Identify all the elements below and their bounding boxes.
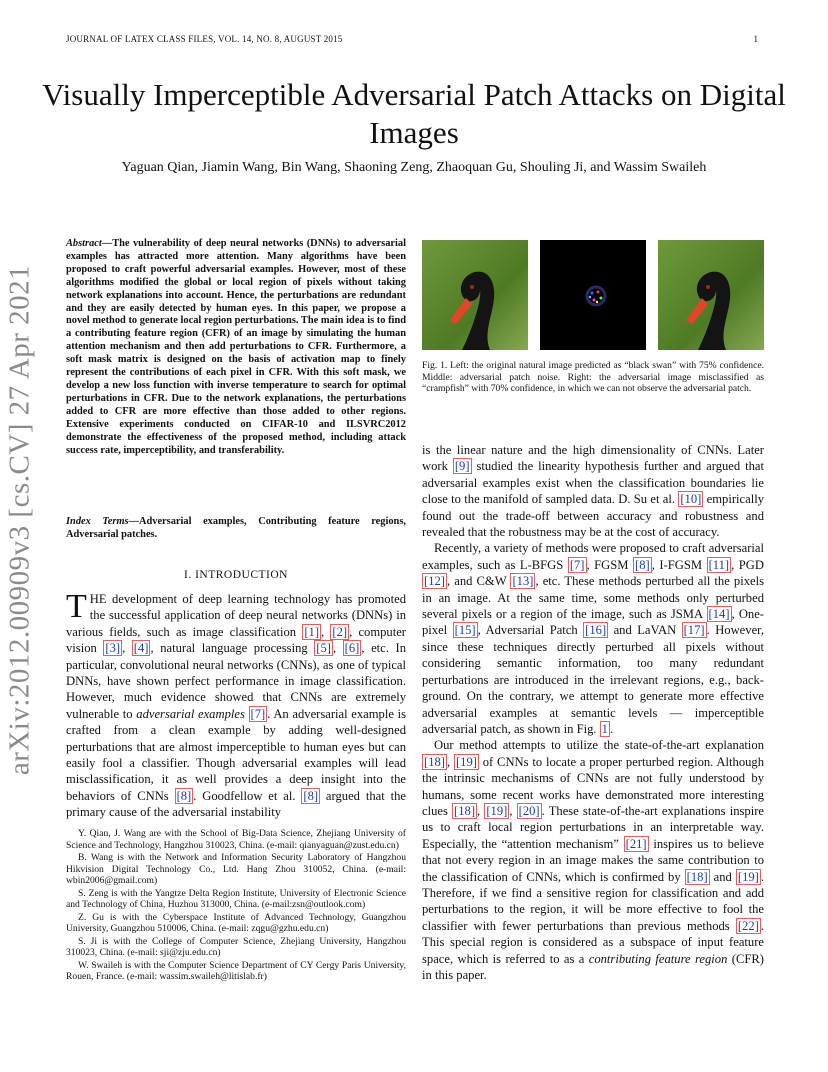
citation-link[interactable]: [5] — [316, 641, 331, 656]
running-head: JOURNAL OF LATEX CLASS FILES, VOL. 14, NO. 8, AUGUST 2015 — [66, 34, 343, 44]
citation-link[interactable]: [3] — [105, 641, 121, 656]
figure-panel-original-image — [422, 240, 528, 350]
footnote: S. Zeng is with the Yangtze Delta Region Institute, University of Electronic Science and Technology of China, Huzhou 313000, China. (e-mail:zsn@outlook.com) — [66, 887, 406, 910]
body-paragraph: Recently, a variety of methods were proposed to craft adversarial examples, such as L-BFGS [7] , FGSM [8] , I-FGSM [11] , PGD [12] , and C&W [13] , etc. These methods perturbed all the pixels in an image. At the same time, some methods only perturbed several pixels or a region of the image, such as JSMA [14] , One-pixel [15] , Adversarial Patch [16] and LaVAN [17] . However, since these techniques directly perturbed all pixels without considering semantic information, too many redundant perturbations are introduced in the irrelevant regions, e.g., back-ground. On the contrary, we attempt to generate more effective adversarial examples at semantic levels — imperceptible adversarial patch, as shown in Fig. 1 . — [422, 541, 764, 736]
citation-link[interactable]: [17] — [683, 623, 705, 638]
citation-link[interactable]: [11] — [708, 557, 730, 572]
citation-link[interactable]: [8] — [635, 557, 650, 572]
footnote: Z. Gu is with the Cyberspace Institute of Advanced Technology, Guangzhou University, Guangzhou 510006, China. (e-mail: zqgu@gzhu.edu.cn) — [66, 911, 406, 934]
citation-link[interactable]: [15] — [454, 623, 476, 638]
body-paragraph: is the linear nature and the high dimensionality of CNNs. Later work [9] studied the linearity hypothesis further and argued that adversarial examples exist when the classification boundaries lie close to the manifold of sampled data. D. Su et al. [10] empirically found out the trade-off between accuracy and robustness and revealed that the robustness may be at the cost of accuracy. — [422, 443, 764, 540]
citation-link[interactable]: [18] — [454, 803, 476, 818]
black-swan-image — [422, 240, 528, 350]
citation-link[interactable]: [19] — [455, 754, 477, 769]
figure-1-caption: Fig. 1. Left: the original natural image predicted as “black swan” with 75% confidence. Middle: adversarial patch noise. Right: the adversarial image misclassified as “crampfish” with 70% confidence, in which we can not observe the adversarial patch. — [422, 360, 764, 394]
abstract-label: Abstract — [66, 238, 102, 249]
citation-link[interactable]: [12] — [424, 574, 445, 589]
citation-link[interactable]: [10] — [680, 492, 702, 507]
intro-paragraph: THE development of deep learning technology has promoted the successful application of deep neural networks (DNNs) in various fields, such as image classification [1] , [2] , computer vision [3] , [4] , natural language processing [5] , [6] , etc. In particular, convolutional neural networks (CNNs), as one of typical DNNs, have shown perfect performance in image classification. However, much evidence showed that CNNs are extremely vulnerable to adversarial examples [7] . An adversarial example is crafted from a clean example by adding well-designed perturbations that are almost imperceptible to human eyes but can easily fool a classifier. Though adversarial examples will lead misclassification, it as well provides a deep insight into the behaviors of CNNs [8] . Goodfellow et al. [8] argued that the primary cause of the adversarial instability — [66, 588, 407, 820]
body-paragraph: Our method attempts to utilize the state-of-the-art explanation [18] , [19] of CNNs to locate a proper perturbed region. Although the intrinsic mechanisms of CNNs are not fully understood by humans, some recent works have demonstrated more interesting clues [18] , [19] , [20] . These state-of-the-art explanations inspire us to craft local region perturbations in an interpretable way. Especially, the “attention mechanism” [21] inspires us to believe that not every region in an image makes the same contribution to the classification of CNNs, which is confirmed by [18] and [19] . Therefore, if we find a sensitive region for classification and add perturbations to the region, it will be more effective to fool the classifier with fewer perturbations than previous methods [22] . This special region is considered as a subspace of input feature space, which is referred to as a contributing feature region (CFR) in this paper. — [422, 738, 765, 982]
citation-link[interactable]: [14] — [708, 607, 730, 622]
citation-link[interactable]: [19] — [737, 869, 759, 884]
paper-title: Visually Imperceptible Adversarial Patch Attacks on Digital Images — [42, 77, 786, 150]
affiliation-footnotes — [66, 828, 406, 984]
citation-link[interactable]: [19] — [486, 803, 508, 818]
citation-link[interactable]: [20] — [518, 803, 540, 818]
citation-link[interactable]: [18] — [424, 754, 445, 769]
emphasis: contributing feature region — [588, 951, 728, 966]
arxiv-stamp-text: arXiv:2012.00909v3 [cs.CV] 27 Apr 2021 — [3, 264, 36, 776]
citation-link[interactable]: [22] — [737, 918, 759, 933]
footnote: Y. Qian, J. Wang are with the School of Big-Data Science, Zhejiang University of Science and Technology, Hangzhou 310023, China. (e-mail: qianyaguan@zust.edu.cn) — [66, 828, 406, 851]
citation-link[interactable]: [13] — [512, 574, 534, 589]
citation-link[interactable]: [4] — [133, 641, 149, 656]
citation-link[interactable]: [8] — [303, 788, 319, 803]
citation-link[interactable]: [1] — [304, 624, 320, 639]
index-terms-label: Index Terms — [66, 516, 129, 527]
footnote: W. Swaileh is with the Computer Science Department of CY Cergy Paris University, Rouen, France. (e-mail: wassim.swaileh@litislab.fr) — [66, 959, 406, 982]
adversarial-noise-image — [540, 240, 646, 350]
drop-cap: T — [66, 588, 87, 625]
citation-link[interactable]: [16] — [585, 623, 607, 638]
citation-link[interactable]: [7] — [569, 557, 585, 572]
footnote: B. Wang is with the Network and Information Security Laboratory of Hangzhou Hikvision Digital Technology Co., Ltd. Hang Zhou 310052, China. (e-mail: wbin2006@gmail.com) — [66, 852, 406, 886]
section-heading-introduction: I. INTRODUCTION — [184, 569, 288, 581]
citation-link[interactable]: [21] — [625, 836, 647, 851]
citation-link[interactable]: [7] — [250, 706, 266, 721]
index-terms — [66, 516, 406, 542]
adversarial-swan-image — [658, 240, 764, 350]
emphasis: adversarial examples — [136, 706, 245, 721]
page-number: 1 — [753, 34, 758, 44]
abstract-text: —The vulnerability of deep neural networks (DNNs) to adversarial examples has attracted more attention. Many algorithms have been proposed to craft powerful adversarial examples. However, most of these algorithms modified the global or local region of pixels without taking network explanations into account. Hence, the perturbations are redundant and they are easily detected by human eyes. In this paper, we propose a novel method to generate local region perturbations. The main idea is to find a contributing feature region (CFR) of an image by simulating the human attention mechanism and then add perturbations to CFR. Furthermore, a soft mask matrix is designed on the basis of activation map to finely represent the contributions of each pixel in CFR. With this soft mask, we develop a new loss function with inverse temperature to search for optimal perturbations in CFR. Due to the network explanations, the perturbations added to CFR are more effective than those added to other regions. Extensive experiments conducted on CIFAR-10 and ILSVRC2012 demonstrate the effectiveness of the proposed method, including attack success rate, imperceptibility, and transferability. — [66, 238, 406, 456]
index-terms-text: —Adversarial examples, Contributing feature regions, Adversarial patches. — [66, 516, 406, 540]
citation-link[interactable]: [6] — [344, 641, 360, 656]
intro-left-column — [66, 588, 407, 821]
figure-1 — [422, 240, 764, 350]
citation-link[interactable]: [18] — [686, 869, 708, 884]
figure-panel-patch-noise — [540, 240, 646, 350]
citation-link[interactable]: [2] — [332, 624, 348, 639]
citation-link[interactable]: [9] — [454, 459, 470, 474]
footnote: S. Ji is with the College of Computer Science, Zhejiang University, Hangzhou 310023, China. (e-mail: sji@zju.edu.cn) — [66, 935, 406, 958]
citation-link[interactable]: [8] — [176, 788, 192, 803]
author-list: Yaguan Qian, Jiamin Wang, Bin Wang, Shaoning Zeng, Zhaoquan Gu, Shouling Ji, and Wassim Swaileh — [121, 160, 707, 175]
figure-reference-link[interactable]: 1 — [601, 721, 608, 736]
intro-right-column — [422, 442, 764, 983]
abstract — [66, 238, 406, 457]
figure-panel-adversarial-image — [658, 240, 764, 350]
